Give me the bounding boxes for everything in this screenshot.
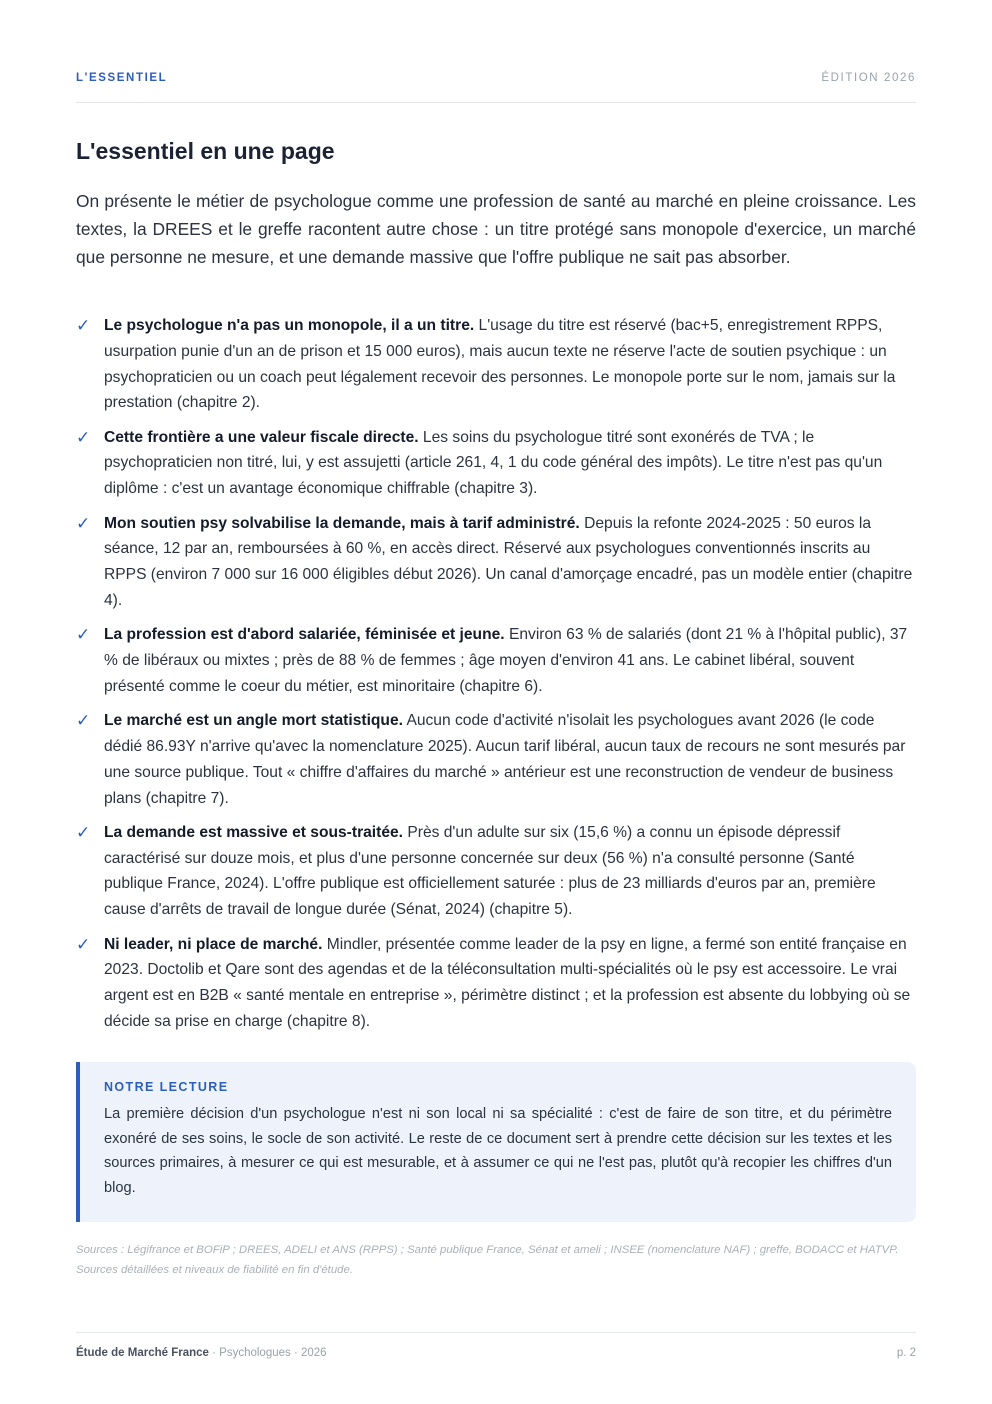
key-point — [76, 708, 916, 811]
key-point-lead: La profession est d'abord salariée, féminisée et jeune. — [104, 626, 505, 644]
key-point-text: Depuis la refonte 2024-2025 : 50 euros la séance, 12 par an, remboursées à 60 %, en accès direct. Réservé aux psychologues conventionnés inscrits au RPPS (environ 7 000 sur 16 000 éligibles début 2026). Un canal d'amorçage encadré, pas un modèle entier (chapitre 4). — [104, 514, 913, 609]
page-number: p. 2 — [896, 1347, 916, 1359]
key-point-lead: La demande est massive et sous-traitée. — [104, 823, 404, 841]
footer-meta: · Psychologues · 2026 — [208, 1347, 327, 1359]
key-point-lead: Ni leader, ni place de marché. — [104, 935, 323, 953]
page-header — [76, 70, 916, 103]
key-point — [76, 820, 916, 923]
callout-label: NOTRE LECTURE — [104, 1080, 229, 1094]
key-point-text: Aucun code d'activité n'isolait les psychologues avant 2026 (le code dédié 86.93Y n'arrive qu'avec la nomenclature 2025). Aucun tarif libéral, aucun taux de recours ne sont mesurés par une source publique. Tout « chiffre d'affaires du marché » antérieur est une reconstruction de vendeur de business plans (chapitre 7). — [104, 712, 906, 807]
check-icon: ✓ — [76, 822, 91, 842]
section-label: L'ESSENTIEL — [76, 72, 168, 84]
sources-note: Sources : Légifrance et BOFiP ; DREES, ADELI et ANS (RPPS) ; Santé publique France, Sénat et ameli ; INSEE (nomenclature NAF) ; greffe, BODACC et HATVP. Sources détaillées et niveaux de fiabilité en fin d'étude. — [76, 1244, 899, 1276]
footer-publication — [76, 1347, 327, 1359]
intro-paragraph: On présente le métier de psychologue comme une profession de santé au marché en pleine croissance. Les textes, la DREES et le greffe racontent autre chose : un titre protégé sans monopole d'exercice, un marché que personne ne mesure, et une demande massive que l'offre publique ne sait pas absorber. — [76, 191, 916, 267]
page-footer — [76, 1332, 916, 1363]
key-point-text: Les soins du psychologue titré sont exonérés de TVA ; le psychopraticien non titré, lui, y est assujetti (article 261, 4, 1 du code général des impôts). Le titre n'est pas qu'un diplôme : c'est un avantage économique chiffrable (chapitre 3). — [104, 428, 883, 498]
key-point — [76, 932, 916, 1035]
check-icon: ✓ — [76, 934, 91, 954]
key-point — [76, 622, 916, 699]
footer-brand: Étude de Marché France — [76, 1347, 209, 1359]
key-points-list — [76, 313, 916, 1043]
check-icon: ✓ — [76, 513, 91, 533]
check-icon: ✓ — [76, 711, 91, 731]
key-point-text: Environ 63 % de salariés (dont 21 % à l'hôpital public), 37 % de libéraux ou mixtes ; près de 88 % de femmes ; âge moyen d'environ 41 ans. Le cabinet libéral, souvent présenté comme le coeur du métier, est minoritaire (chapitre 6). — [104, 626, 908, 695]
key-point — [76, 313, 916, 416]
key-point-text: Mindler, présentée comme leader de la psy en ligne, a fermé son entité française en 2023. Doctolib et Qare sont des agendas et de la téléconsultation multi-spécialités où le psy est accessoire. Le vrai argent est en B2B « santé mentale en entreprise », périmètre distinct ; et la profession est absente du lobbying où se décide sa prise en charge (chapitre 8). — [104, 935, 911, 1030]
key-point-lead: Mon soutien psy solvabilise la demande, mais à tarif administré. — [104, 514, 580, 532]
check-icon: ✓ — [76, 316, 91, 335]
check-icon: ✓ — [76, 427, 91, 447]
edition-label: ÉDITION 2026 — [821, 72, 916, 84]
key-point-text: L'usage du titre est réservé (bac+5, enregistrement RPPS, usurpation punie d'un an de prison et 15 000 euros), mais aucun texte ne réserve l'acte de soutien psychique : un psychopraticien ou un coach peut légalement recevoir des personnes. Le monopole porte sur le nom, jamais sur la prestation (chapitre 2). — [104, 317, 896, 412]
key-point-lead: Le psychologue n'a pas un monopole, il a un titre. — [104, 317, 475, 334]
key-point — [76, 511, 916, 614]
check-icon: ✓ — [76, 625, 91, 645]
key-point-lead: Cette frontière a une valeur fiscale directe. — [104, 428, 419, 446]
our-reading-callout — [76, 1062, 916, 1222]
key-point-lead: Le marché est un angle mort statistique. — [104, 712, 403, 730]
key-point-text: Près d'un adulte sur six (15,6 %) a connu un épisode dépressif caractérisé sur douze mois, et plus d'une personne concernée sur deux (56 %) n'a consulté personne (Santé publique France, 2024). L'offre publique est officiellement saturée : plus de 23 milliards d'euros par an, première cause d'arrêts de travail de longue durée (Sénat, 2024) (chapitre 5). — [104, 823, 876, 919]
key-point — [76, 425, 916, 502]
callout-text: La première décision d'un psychologue n'est ni son local ni sa spécialité : c'est de faire de son titre, et du périmètre exonéré de ses soins, le socle de son activité. Le reste de ce document sert à prendre cette décision sur les textes et les sources primaires, à mesurer ce qui est mesurable, et à assumer ce qui ne l'est pas, plutôt qu'à recopier les chiffres d'un blog. — [104, 1106, 892, 1196]
page-title: L'essentiel en une page — [76, 138, 335, 164]
